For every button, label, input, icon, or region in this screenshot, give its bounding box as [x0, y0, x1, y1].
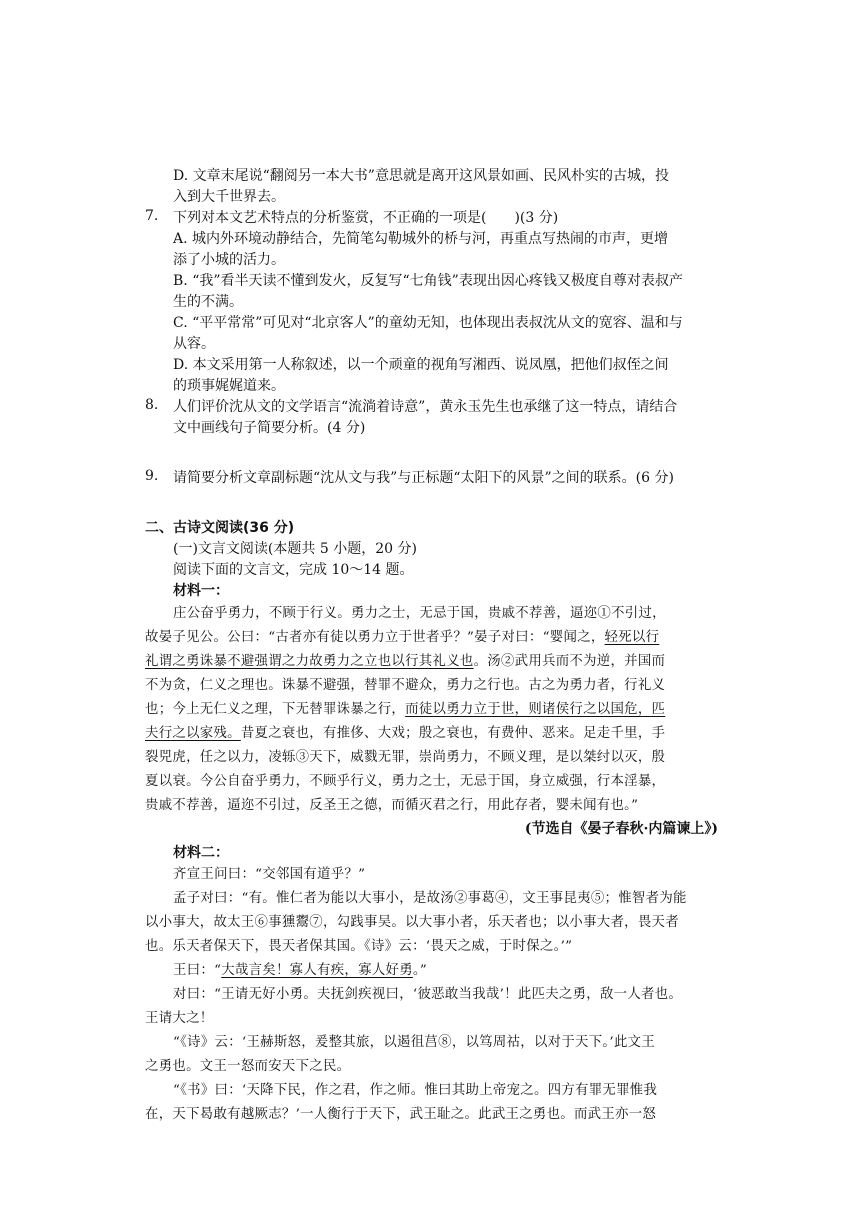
q6-option-d-line1: D. 文章末尾说“翻阅另一本大书”意思就是离开这风景如画、民风朴实的古城，投 — [173, 168, 669, 184]
material1-line: 裂兕虎，任之以力，凌轹③天下，威戮无罪，崇尚勇力，不顾义理，是以桀纣以灭，殷 — [145, 750, 666, 765]
underlined-sentence: 礼谓之勇诛暴不避强谓之力故勇力之立也以行其礼义也 — [145, 654, 474, 669]
q8-line1: 人们评价沈从文的文学语言“流淌着诗意”，黄永玉先生也承继了这一特点，请结合 — [173, 399, 678, 415]
material2-line: 齐宣王问曰：“交邻国有道乎？” — [173, 867, 366, 882]
material2-line: “《诗》云：‘王赫斯怒，爰整其旅，以遏徂莒⑧，以笃周祜，以对于天下。’此文王 — [173, 1035, 656, 1050]
underlined-sentence: 夫行之以家残。 — [145, 726, 241, 741]
underlined-sentence: 轻死以行 — [604, 630, 660, 645]
text-span: 昔夏之衰也，有推侈、大戏；殷之衰也，有费仲、恶来。足走千里，手 — [240, 726, 666, 741]
text-span: 。” — [412, 963, 428, 978]
q6-option-d-line2: 入到大千世界去。 — [173, 189, 285, 205]
material1-line — [145, 651, 665, 672]
q8-line2: 文中画线句子简要分析。(4 分) — [173, 420, 366, 436]
material2-line: 在，天下曷敢有越厥志？’一人衡行于天下，武王耻之。此武王之勇也。而武王亦一怒 — [145, 1107, 657, 1122]
text-span: 。汤②武用兵而不为逆，并国而 — [473, 654, 666, 669]
material1-line — [145, 627, 659, 648]
q7-option-d-line2: 的琐事娓娓道来。 — [173, 378, 285, 394]
material1-label: 材料一： — [173, 583, 229, 599]
material2-line: 也。乐天者保天下，畏天者保其国。《诗》云：‘畏天之威，于时保之。’” — [145, 939, 573, 954]
material2-line: “《书》曰：‘天降下民，作之君，作之师。惟曰其助上帝宠之。四方有罪无罪惟我 — [173, 1083, 658, 1098]
material1-line: 不为贪，仁义之理也。诛暴不避强，替罪不避众，勇力之行也。古之为勇力者，行礼义 — [145, 678, 666, 693]
q7-number: 7. — [145, 208, 159, 224]
q7-option-a-line1: A. 城内外环境动静结合，先简笔勾勒城外的桥与河，再重点写热闹的市声，更增 — [173, 231, 669, 247]
section-title: 二、古诗文阅读(36 分) — [145, 520, 295, 536]
material1-line: 庄公奋乎勇力，不顾于行义。勇力之士，无忌于国，贵戚不荐善，逼迩①不引过， — [173, 606, 666, 621]
q9-text: 请简要分析文章副标题“沈从文与我”与正标题“太阳下的风景”之间的联系。(6 分) — [173, 470, 674, 486]
material2-line: 对曰：“王请无好小勇。夫抚剑疾视曰，‘彼恶敢当我哉’！此匹夫之勇，敌一人者也。 — [173, 987, 683, 1002]
q7-option-c-line1: C. “平平常常”可见对“北京客人”的童幼无知，也体现出表叔沈从文的宽容、温和与 — [173, 315, 683, 331]
subsection-title: (一)文言文阅读(本题共 5 小题，20 分) — [173, 541, 417, 557]
material1-line: 贵戚不荐善，逼迩不引过，反圣王之德，而循灭君之行，用此存者，婴未闻有也。” — [145, 798, 639, 813]
q7-option-b-line2: 生的不满。 — [173, 294, 243, 310]
q8-number: 8. — [145, 397, 159, 413]
material1-line — [145, 699, 665, 720]
q7-option-b-line1: B. “我”看半天读不懂到发火，反复写“七角钱”表现出因心疼钱又极度自尊对表叔产 — [173, 273, 683, 289]
material1-line — [145, 723, 665, 744]
material1-source: (节选自《晏子春秋·内篇谏上》) — [524, 821, 718, 837]
reading-instruction: 阅读下面的文言文，完成 10～14 题。 — [173, 562, 414, 578]
material1-line: 夏以衰。今公自奋乎勇力，不顾乎行义，勇力之士，无忌于国，身立威强，行本淫暴， — [145, 774, 666, 789]
q7-option-c-line2: 从容。 — [173, 336, 215, 352]
material2-line: 孟子对曰：“有。惟仁者为能以大事小，是故汤②事葛④，文王事昆夷⑤；惟智者为能 — [173, 891, 687, 906]
underlined-sentence: 而徒以勇力立于世，则诸侯行之以国危，匹 — [405, 702, 666, 717]
text-span: 王曰：“ — [173, 963, 222, 978]
material2-line: 之勇也。文王一怒而安天下之民。 — [145, 1059, 351, 1074]
material2-line: 王请大之！ — [145, 1011, 214, 1026]
q7-stem: 下列对本文艺术特点的分析鉴赏，不正确的一项是( )(3 分) — [173, 210, 559, 226]
material2-label: 材料二： — [173, 845, 229, 861]
q7-option-d-line1: D. 本文采用第一人称叙述，以一个顽童的视角写湘西、说凤凰，把他们叔侄之间 — [173, 357, 669, 373]
underlined-sentence: 大哉言矣！寡人有疾，寡人好勇 — [221, 963, 413, 978]
text-span: 故晏子见公。公曰：“古者亦有徒以勇力立于世者乎？”晏子对曰：“婴闻之， — [145, 630, 605, 645]
material2-line: 以小事大，故太王⑥事獯鬻⑦，勾践事吴。以大事小者，乐天者也；以小事大者，畏天者 — [145, 915, 679, 930]
material2-line — [173, 960, 427, 981]
text-span: 也；今上无仁义之理，下无替罪诛暴之行， — [145, 702, 406, 717]
q9-number: 9. — [145, 468, 159, 484]
q7-option-a-line2: 添了小城的活力。 — [173, 252, 285, 268]
